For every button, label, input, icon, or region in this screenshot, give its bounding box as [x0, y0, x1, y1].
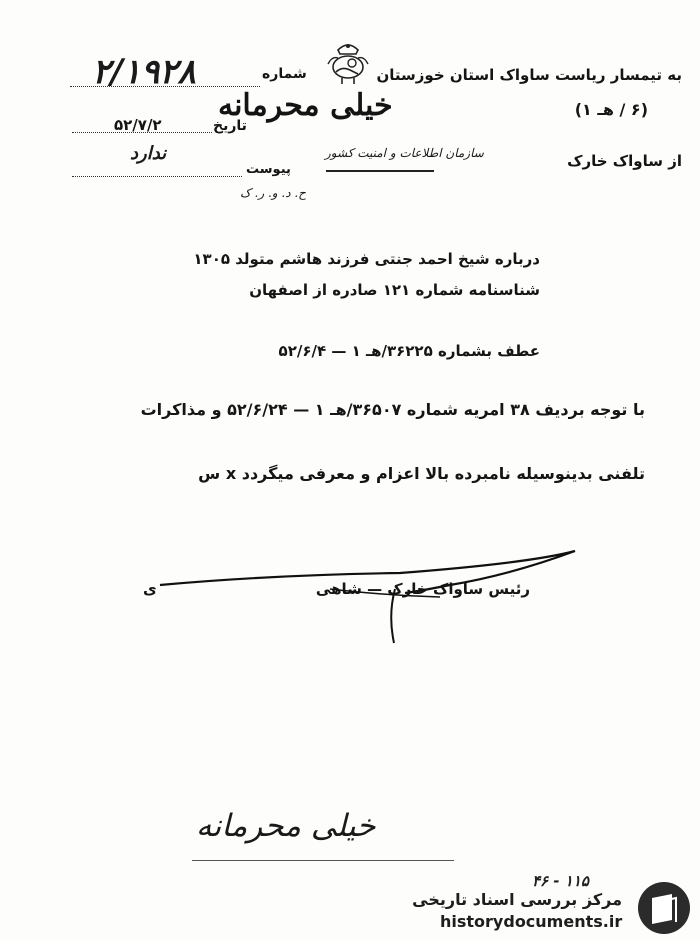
watermark-logo-icon: [638, 882, 690, 934]
handwritten-initials: ح. د. و. ر. ک: [240, 186, 306, 200]
bottom-stamp-underline: [192, 860, 454, 861]
letterhead-text: سازمان اطلاعات و امنیت کشور: [325, 146, 484, 160]
attachment-label: پیوست: [246, 162, 291, 177]
signature-suffix: ی: [143, 580, 157, 598]
from-label: از ساواک خارک: [567, 152, 682, 170]
date-value: ۵۲/۷/۲: [114, 116, 162, 134]
letterhead-underline: [326, 170, 434, 172]
date-label: تاریخ: [213, 118, 247, 134]
paragraph-line-2: تلفنی بدینوسیله نامبرده بالا اعزام و معرفی میگردد x س: [198, 464, 645, 483]
subject-line-1: درباره شیخ احمد جنتی فرزند هاشم متولد ۱۳۰۵: [193, 250, 540, 268]
attachment-dotted-line: [72, 176, 242, 177]
subject-line-2: شناسنامه شماره ۱۲۱ صادره از اصفهان: [249, 281, 540, 299]
reference-code: (۶ / هـ ۱): [574, 100, 648, 119]
signature-title: رئیس ساواک خارک — شاهی: [315, 580, 530, 598]
watermark-url: historydocuments.ir: [440, 912, 623, 931]
number-label: شماره: [262, 66, 307, 82]
classification-stamp: خیلی محرمانه: [218, 88, 393, 123]
paragraph-line-1: با توجه برديف ۳۸ امریه شماره ۳۶۵۰۷/هـ ۱ — ۵۲/۶/۲۴ و مذاکرات: [140, 400, 645, 419]
addressee-text: به تیمسار ریاست ساواک استان خوزستان: [376, 66, 682, 84]
attachment-value: ندارد: [130, 143, 167, 164]
watermark-org-name: مرکز بررسی اسناد تاریخی: [412, 890, 622, 909]
date-dotted-line: [72, 132, 212, 133]
emblem-icon: [322, 40, 374, 84]
bottom-classification-stamp: خیلی محرمانه: [196, 808, 376, 844]
document-code: ۴۶ - ۱۱۵: [532, 872, 589, 890]
handwritten-number: ۲/۱۹۲۸: [92, 52, 196, 92]
signature-scribble: [150, 545, 590, 645]
addressee-line: [376, 66, 682, 84]
reference-line: عطف بشماره ۳۶۲۲۵/هـ ۱ — ۵۲/۶/۴: [278, 342, 540, 360]
